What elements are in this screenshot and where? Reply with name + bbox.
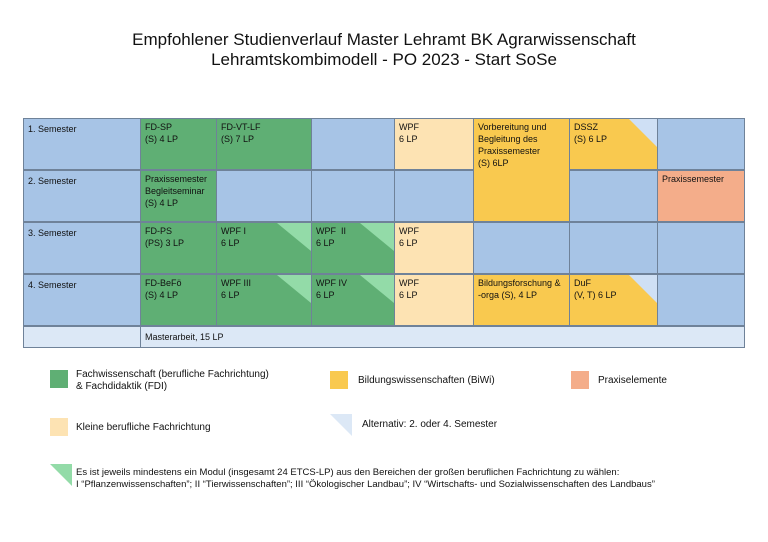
module-dssz-name: DSSZ — [574, 122, 599, 132]
module-praxissemester-name: Praxissemester — [662, 174, 725, 184]
module-masterarbeit: Masterarbeit, 15 LP — [140, 326, 745, 348]
alternative-semester-triangle-icon — [629, 119, 657, 147]
empty-cell — [657, 118, 745, 170]
page-title-line-2: Lehramtskombimodell - PO 2023 - Start SoSe — [211, 50, 557, 69]
module-wpf-ii-credits: 6 LP — [316, 238, 335, 248]
large-fachrichtung-triangle-icon — [360, 223, 394, 251]
module-wpf-iv-name: WPF IV — [316, 278, 347, 288]
large-fachrichtung-triangle-icon — [277, 223, 311, 251]
module-wpf-iii-name: WPF III — [221, 278, 251, 288]
module-praxissemester-begleitseminar — [140, 170, 217, 222]
large-fachrichtung-triangle-icon — [277, 275, 311, 303]
module-praxissemester-seminar-line-2: Begleitseminar — [145, 186, 205, 196]
semester-label-1: 1. Semester — [23, 118, 141, 170]
module-fd-sp-credits: (S) 4 LP — [145, 134, 179, 144]
module-fd-sp-name: FD-SP — [145, 122, 172, 132]
legend-fachwissenschaft-line-2: & Fachdidaktik (FDI) — [76, 381, 168, 392]
module-fd-ps-name: FD-PS — [145, 226, 172, 236]
legend-label-praxiselemente: Praxiselemente — [598, 375, 667, 386]
module-dssz — [569, 118, 658, 170]
module-fd-vt-lf — [216, 118, 312, 170]
module-wpf-i-name: WPF I — [221, 226, 246, 236]
page-title-line-1: Empfohlener Studienverlauf Master Lehramt BK Agrarwissenschaft — [132, 30, 636, 49]
module-wpf-sem3-credits: 6 LP — [399, 238, 418, 248]
semester-label-2: 2. Semester — [23, 170, 141, 222]
empty-cell — [657, 222, 745, 274]
module-wpf-iv-credits: 6 LP — [316, 290, 335, 300]
semester-label-3: 3. Semester — [23, 222, 141, 274]
module-vorbereitung-line-1: Vorbereitung und — [478, 122, 547, 132]
module-wpf-iv — [311, 274, 395, 326]
module-vorbereitung-credits: (S) 6LP — [478, 158, 509, 168]
module-wpf-iii — [216, 274, 312, 326]
module-wpf-sem3-name: WPF — [399, 226, 419, 236]
module-wpf-sem4-credits: 6 LP — [399, 290, 418, 300]
legend-swatch-praxiselemente — [571, 371, 589, 389]
empty-cell — [311, 118, 395, 170]
module-fd-befo — [140, 274, 217, 326]
footnote — [76, 467, 655, 491]
legend-label-fachwissenschaft — [76, 369, 269, 393]
legend-label-alternativ: Alternativ: 2. oder 4. Semester — [362, 419, 498, 430]
legend-triangle-alternativ-icon — [330, 414, 352, 436]
module-wpf-sem1-name: WPF — [399, 122, 419, 132]
alternative-semester-triangle-icon — [629, 275, 657, 303]
module-wpf-sem4-name: WPF — [399, 278, 419, 288]
module-wpf-i — [216, 222, 312, 274]
module-fd-ps — [140, 222, 217, 274]
module-vorbereitung-praxissemester — [473, 118, 570, 222]
footnote-line-1: Es ist jeweils mindestens ein Modul (insgesamt 24 ETCS-LP) aus den Bereichen der großen beruflichen Fachrichtung zu wählen: — [76, 467, 620, 478]
module-duf-credits: (V, T) 6 LP — [574, 290, 617, 300]
module-praxissemester — [657, 170, 745, 222]
module-wpf-i-credits: 6 LP — [221, 238, 240, 248]
empty-cell — [473, 222, 570, 274]
legend-fachwissenschaft-line-1: Fachwissenschaft (berufliche Fachrichtung) — [76, 369, 269, 380]
legend-label-bildungswissenschaften: Bildungswissenschaften (BiWi) — [358, 375, 495, 386]
empty-cell — [216, 170, 312, 222]
study-plan-grid — [23, 118, 745, 348]
legend-swatch-fachwissenschaft — [50, 370, 68, 388]
module-fd-vt-lf-name: FD-VT-LF — [221, 122, 261, 132]
large-fachrichtung-triangle-icon — [360, 275, 394, 303]
module-bildungsforschung-line-1: Bildungsforschung & — [478, 278, 561, 288]
module-bildungsforschung — [473, 274, 570, 326]
module-fd-befo-name: FD-BeFö — [145, 278, 182, 288]
module-vorbereitung-line-3: Praxissemester — [478, 146, 541, 156]
module-wpf-sem3 — [394, 222, 474, 274]
module-wpf-iii-credits: 6 LP — [221, 290, 240, 300]
empty-cell — [569, 170, 658, 222]
module-duf-name: DuF — [574, 278, 592, 288]
empty-cell — [657, 274, 745, 326]
module-wpf-ii — [311, 222, 395, 274]
module-wpf-sem4 — [394, 274, 474, 326]
module-fd-befo-credits: (S) 4 LP — [145, 290, 179, 300]
module-praxissemester-seminar-credits: (S) 4 LP — [145, 198, 179, 208]
legend-swatch-bildungswissenschaften — [330, 371, 348, 389]
footnote-line-2: I “Pflanzenwissenschaften”; II “Tierwissenschaften”; III “Ökologischer Landbau”; IV “Wirtschafts- und Sozialwissenschaften des Landbaus” — [76, 479, 655, 490]
module-wpf-sem1-credits: 6 LP — [399, 134, 418, 144]
module-wpf-ii-name: WPF II — [316, 226, 346, 236]
module-fd-sp — [140, 118, 217, 170]
legend-swatch-kleine-fachrichtung — [50, 418, 68, 436]
legend-label-kleine-fachrichtung: Kleine berufliche Fachrichtung — [76, 422, 211, 433]
empty-cell — [569, 222, 658, 274]
empty-cell — [311, 170, 395, 222]
module-dssz-credits: (S) 6 LP — [574, 134, 608, 144]
empty-cell — [394, 170, 474, 222]
module-praxissemester-seminar-line-1: Praxissemester — [145, 174, 208, 184]
semester-label-4: 4. Semester — [23, 274, 141, 326]
module-fd-vt-lf-credits: (S) 7 LP — [221, 134, 255, 144]
empty-cell — [23, 326, 141, 348]
module-vorbereitung-line-2: Begleitung des — [478, 134, 538, 144]
module-duf — [569, 274, 658, 326]
module-bildungsforschung-line-2: -orga (S), 4 LP — [478, 290, 538, 300]
module-fd-ps-credits: (PS) 3 LP — [145, 238, 185, 248]
legend-triangle-grosse-fachrichtung-icon — [50, 464, 72, 486]
module-wpf-sem1 — [394, 118, 474, 170]
